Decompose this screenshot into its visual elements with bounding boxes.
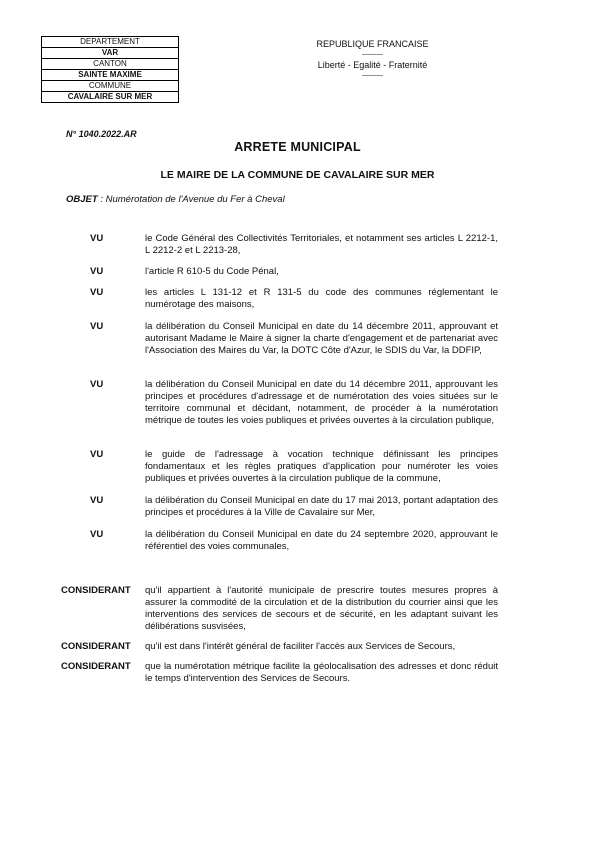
separator-top: ——— (362, 51, 383, 58)
object-line (66, 194, 285, 205)
vu-text: le guide de l'adressage à vocation technique définissant les principes fondamentaux et les règles pratiques d'application pour numéroter les voies publiques et privées ouvertes à la circulation publique de la commune, (145, 449, 498, 484)
republic-name: REPUBLIQUE FRANCAISE (316, 39, 429, 49)
vu-label: VU (90, 266, 104, 277)
document-title: ARRETE MUNICIPAL (234, 140, 361, 154)
admin-commune-value: CAVALAIRE SUR MER (67, 92, 153, 101)
administrative-box (41, 36, 179, 103)
admin-departement-value: VAR (42, 48, 178, 59)
vu-text: le Code Général des Collectivités Territoriales, et notamment ses articles L 2212-1, L 2212-2 et L 2213-28, (145, 233, 498, 256)
vu-text: les articles L 131-12 et R 131-5 du code des communes réglementant le numérotage des maisons, (145, 287, 498, 310)
republic-motto: Liberté - Egalité - Fraternité (317, 60, 428, 70)
vu-label: VU (90, 321, 104, 332)
vu-label: VU (90, 449, 104, 460)
admin-canton-value: SAINTE MAXIME (42, 70, 178, 81)
considerant-label: CONSIDERANT (61, 641, 131, 652)
vu-text: l'article R 610-5 du Code Pénal, (145, 266, 279, 277)
vu-label: VU (90, 379, 104, 390)
vu-label: VU (90, 495, 104, 506)
vu-label: VU (90, 233, 104, 244)
separator-bottom: ——— (362, 72, 383, 79)
considerant-text: qu'il appartient à l'autorité municipale de prescrire toutes mesures propres à assurer la commodité de la circulation et de la distribution du courrier ainsi que les interventions des services de secours et de sécurité, en les adaptant suivant les délibérations susvisées, (145, 585, 498, 632)
vu-text: la délibération du Conseil Municipal en date du 14 décembre 2011, approuvant les principes et procédures d'adressage et de numérotation des voies situées sur le territoire communal et décidant, notamment, de procéder à la numérotation métrique de toutes les voies publiques et privées ouvertes à la circulation publique, (145, 379, 498, 426)
vu-label: VU (90, 529, 104, 540)
considerant-text: que la numérotation métrique facilite la géolocalisation des adresses et donc réduit le temps d'intervention des Services de Secours. (145, 661, 498, 684)
admin-departement-label: DEPARTEMENT (42, 37, 178, 48)
object-label: OBJET (66, 194, 98, 205)
considerant-label: CONSIDERANT (61, 585, 131, 596)
considerant-text: qu'il est dans l'intérêt général de faciliter l'accès aux Services de Secours, (145, 641, 456, 652)
admin-commune-label: COMMUNE (42, 81, 178, 92)
object-value: : Numérotation de l'Avenue du Fer à Cheval (97, 194, 285, 205)
vu-text: la délibération du Conseil Municipal en date du 24 septembre 2020, approuvant le référentiel des voies communales, (145, 529, 498, 552)
decree-reference: N° 1040.2022.AR (66, 129, 137, 139)
republic-header (290, 38, 455, 80)
vu-text: la délibération du Conseil Municipal en date du 17 mai 2013, portant adaptation des principes et procédures à la Ville de Cavalaire sur Mer, (145, 495, 498, 518)
vu-label: VU (90, 287, 104, 298)
document-subtitle: LE MAIRE DE LA COMMUNE DE CAVALAIRE SUR MER (160, 169, 435, 181)
considerant-label: CONSIDERANT (61, 661, 131, 672)
admin-canton-label: CANTON (42, 59, 178, 70)
vu-text: la délibération du Conseil Municipal en date du 14 décembre 2011, approuvant et autorisant Madame le Maire à signer la charte d'engagement et de partenariat avec l'Association des Maires du Var, la DOTC Côte d'Azur, le SDIS du Var, la DDFIP, (145, 321, 498, 356)
